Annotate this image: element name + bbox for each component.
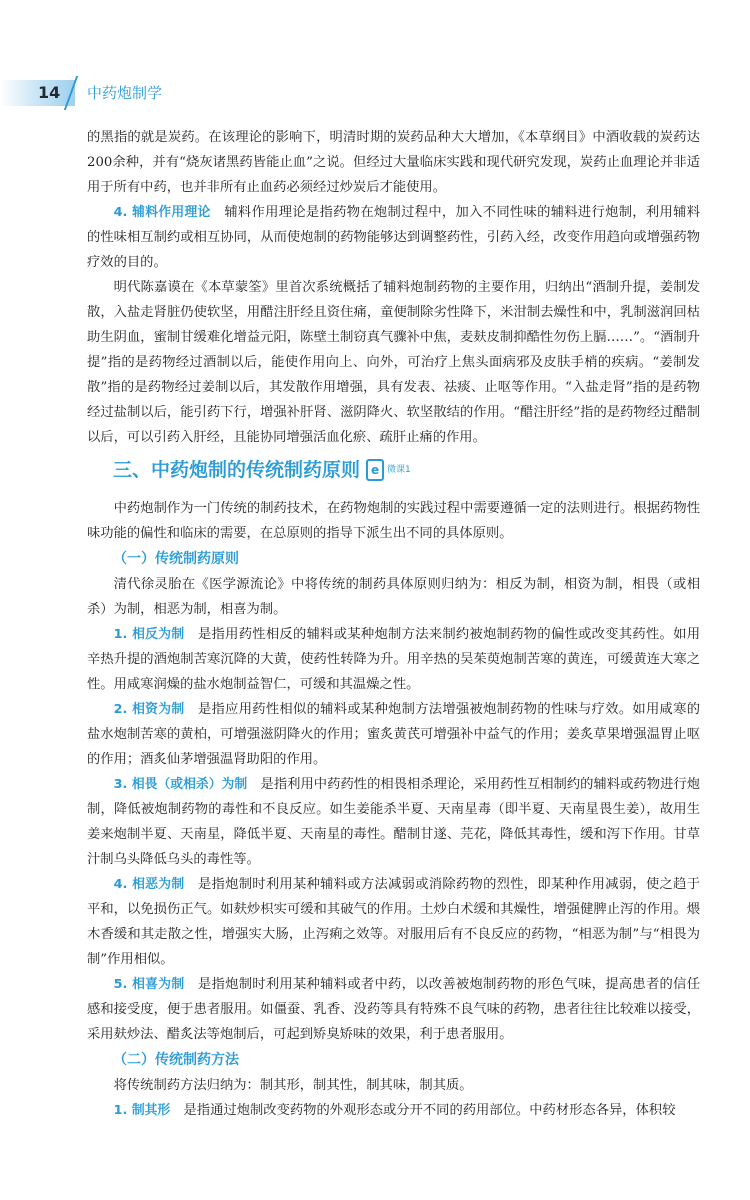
paragraph — [87, 200, 700, 275]
item-text: 是指用药性相反的辅料或某种炮制方法来制约被炮制药物的偏性或改变其药性。如用辛热升提的酒炮制苦寒沉降的大黄，使药性转降为升。用辛热的吴茱萸炮制苦寒的黄连，可缓黄连大寒之性。用咸寒润燥的盐水炮制益智仁，可缓和其温燥之性。 — [87, 627, 700, 692]
paragraph — [87, 972, 700, 1047]
paragraph: 明代陈嘉谟在《本草蒙筌》里首次系统概括了辅料炮制药物的主要作用，归纳出“酒制升提，姜制发散，入盐走肾脏仍使软坚，用醋注肝经且资住痛，童便制除劣性降下，米泔制去燥性和中，乳制滋润回枯助生阴血，蜜制甘缓难化增益元阳，陈壁土制窃真气骤补中焦，麦麸皮制抑酷性勿伤上膈……”。“酒制升提”指的是药物经过酒制以后，能使作用向上、向外，可治疗上焦头面病邪及皮肤手梢的疾病。“姜制发散”指的是药物经过姜制以后，其发散作用增强，具有发表、祛痰、止呕等作用。“入盐走肾”指的是药物经过盐制以后，能引药下行，增强补肝肾、滋阴降火、软坚散结的作用。“醋注肝经”指的是药物经过醋制以后，可以引药入肝经，且能协同增强活血化瘀、疏肝止痛的作用。 — [87, 280, 700, 445]
item-text: 是指应用药性相似的辅料或某种炮制方法增强被炮制药物的性味与疗效。如用咸寒的盐水炮制苦寒的黄柏，可增强滋阴降火的作用；蜜炙黄芪可增强补中益气的作用；姜炙草果增强温胃止呕的作用；酒炙仙茅增强温肾助阳的作用。 — [87, 702, 700, 767]
subsection-heading: （二）传统制药方法 — [113, 1052, 239, 1068]
item-text: 是指利用中药药性的相畏相杀理论，采用药性互相制约的辅料或药物进行炮制，降低被炮制药物的毒性和不良反应。如生姜能杀半夏、天南星毒（即半夏、天南星畏生姜），故用生姜来炮制半夏、天南星，降低半夏、天南星的毒性。醋制甘遂、芫花，降低其毒性，缓和泻下作用。甘草汁制乌头降低乌头的毒性等。 — [87, 777, 701, 867]
item-heading: 3. 相畏（或相杀）为制 — [113, 777, 248, 792]
item-text: 是指通过炮制改变药物的外观形态或分开不同的药用部位。中药材形态各异，体积较 — [183, 1103, 676, 1118]
item-heading: 4. 辅料作用理论 — [113, 205, 211, 220]
micro-lesson-link[interactable] — [366, 454, 411, 486]
item-text: 是指炮制时利用某种辅料或方法减弱或消除药物的烈性，即某种作用减弱，使之趋于平和，以免损伤正气。如麸炒枳实可缓和其破气的作用。土炒白术缓和其燥性，增强健脾止泻的作用。煨木香缓和其走散之性，增强实大肠，止泻痢之效等。对服用后有不良反应的药物，“相恶为制”与“相畏为制”作用相似。 — [87, 877, 700, 967]
item-text: 辅料作用理论是指药物在炮制过程中，加入不同性味的辅料进行炮制，利用辅料的性味相互制约或相互协同，从而使炮制的药物能够达到调整药性，引药入经，改变作用趋向或增强药物疗效的目的。 — [87, 205, 701, 270]
paragraph — [87, 872, 700, 972]
subsection-heading: （一）传统制药原则 — [113, 551, 239, 567]
paragraph — [87, 772, 700, 872]
paragraph — [87, 697, 700, 772]
item-heading: 5. 相喜为制 — [113, 977, 185, 992]
paragraph: 将传统制药方法归纳为：制其形，制其性，制其味，制其质。 — [113, 1078, 473, 1093]
item-text: 是指炮制时利用某种辅料或者中药，以改善被炮制药物的形色气味，提高患者的信任感和接受度，便于患者服用。如僵蚕、乳香、没药等具有特殊不良气味的药物，患者往往比较难以接受，采用麸炒法、醋炙法等炮制后，可起到矫臭矫味的效果，利于患者服用。 — [87, 977, 700, 1042]
page-header — [0, 60, 750, 120]
page-body — [87, 125, 700, 1123]
paragraph — [87, 622, 700, 697]
paragraph — [87, 1098, 700, 1123]
micro-lesson-label: 微课1 — [387, 465, 411, 475]
paragraph: 中药炮制作为一门传统的制药技术，在药物炮制的实践过程中需要遵循一定的法则进行。根据药物性味功能的偏性和临床的需要，在总原则的指导下派生出不同的具体原则。 — [87, 501, 700, 541]
paragraph: 清代徐灵胎在《医学源流论》中将传统的制药具体原则归纳为：相反为制，相资为制，相畏（或相杀）为制，相恶为制，相喜为制。 — [87, 577, 700, 617]
item-heading: 1. 相反为制 — [113, 627, 185, 642]
item-heading: 1. 制其形 — [113, 1103, 171, 1118]
page-number: 14 — [38, 83, 61, 102]
item-heading: 2. 相资为制 — [113, 702, 185, 717]
item-heading: 4. 相恶为制 — [113, 877, 185, 892]
e-book-icon: e — [366, 459, 384, 481]
section-title: 三、中药炮制的传统制药原则 — [113, 459, 361, 481]
running-title: 中药炮制学 — [87, 84, 163, 102]
section-heading — [113, 454, 700, 486]
paragraph: 的黑指的就是炭药。在该理论的影响下，明清时期的炭药品种大大增加，《本草纲目》中酒收载的炭药达200余种，并有“烧灰诸黑药皆能止血”之说。但经过大量临床实践和现代研究发现，炭药止血理论并非适用于所有中药，也并非所有止血药必须经过炒炭后才能使用。 — [87, 130, 700, 195]
